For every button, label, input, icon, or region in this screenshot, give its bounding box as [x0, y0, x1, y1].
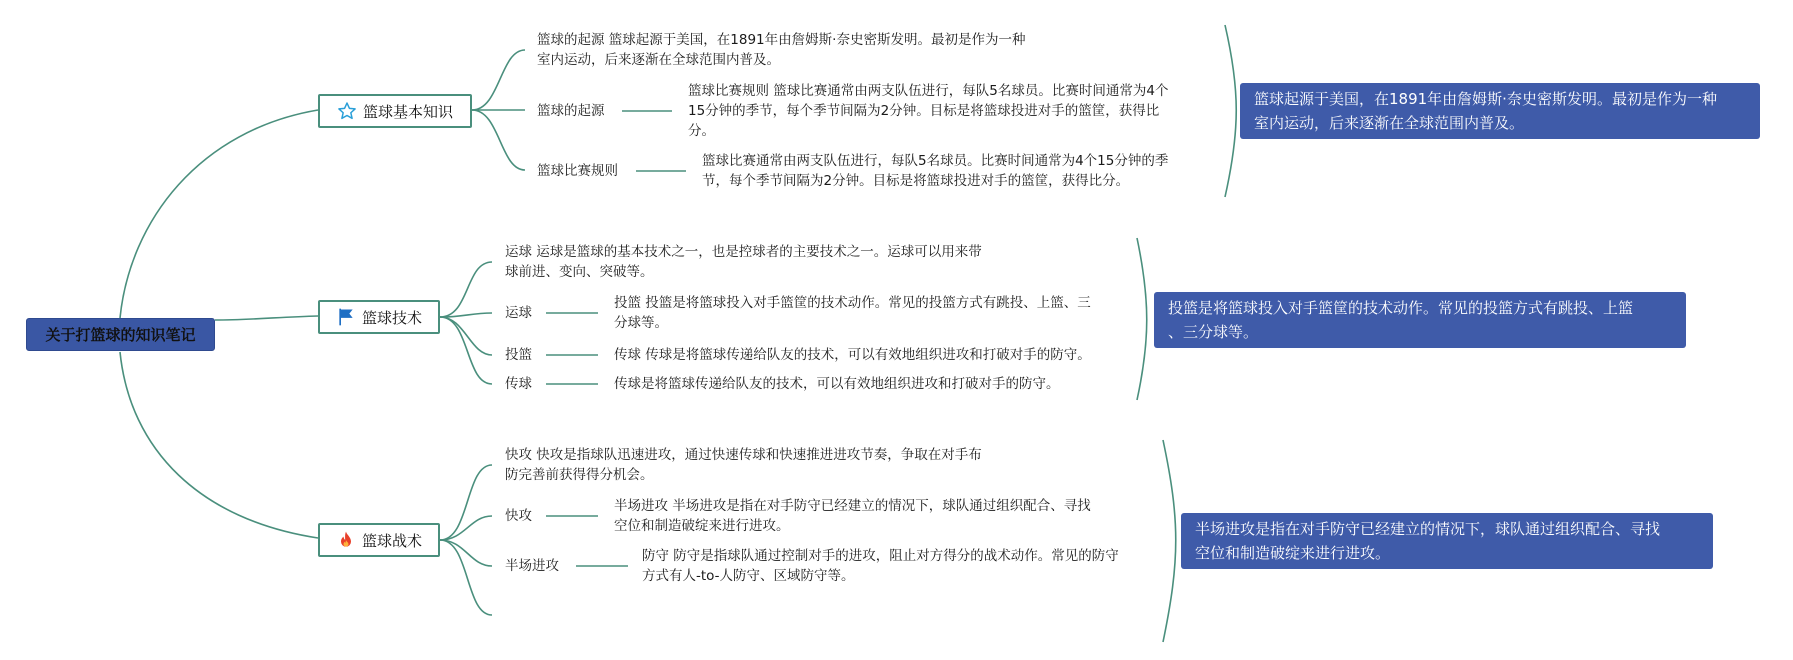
- b2-item-dribble-detail[interactable]: [614, 293, 1091, 333]
- connector-b3-item1: [440, 516, 492, 540]
- b1-item-rules-label: 篮球比赛规则: [537, 163, 618, 179]
- detail-line2: 15分钟的季节，每个季节间隔为2分钟。目标是将篮球投进对手的篮筐，获得比: [688, 103, 1160, 119]
- branch-label: 篮球技术: [361, 308, 422, 327]
- connector-root-branch-1: [120, 110, 318, 318]
- connector-b2-item3: [440, 317, 492, 384]
- connector-root-branch-3: [120, 352, 318, 538]
- b1-item-origin-label: 篮球的起源: [537, 103, 605, 119]
- connector-b2-top: [440, 262, 492, 317]
- star-icon: [337, 101, 357, 121]
- branch-label: 篮球基本知识: [362, 102, 453, 121]
- summary-line2: 室内运动，后来逐渐在全球范围内普及。: [1254, 114, 1525, 132]
- b2-top-note-line1: 运球 运球是篮球的基本技术之一，也是控球者的主要技术之一。运球可以用来带: [505, 244, 982, 260]
- detail-line1: 篮球比赛规则 篮球比赛通常由两支队伍进行，每队5名球员。比赛时间通常为4个: [688, 83, 1169, 99]
- summary-line1: 半场进攻是指在对手防守已经建立的情况下，球队通过组织配合、寻找: [1195, 520, 1661, 538]
- flag-icon: [336, 307, 356, 327]
- detail-line2: 分球等。: [614, 315, 668, 331]
- b3-item-halfcourt[interactable]: [505, 556, 559, 576]
- b2-item-pass-detail[interactable]: [614, 374, 1060, 394]
- b3-item-halfcourt-label: 半场进攻: [505, 558, 559, 574]
- detail-line2: 节，每个季节间隔为2分钟。目标是将篮球投进对手的篮筐，获得比分。: [702, 173, 1130, 189]
- connector-b1-top: [472, 50, 525, 110]
- connector-root-branch-2: [215, 316, 318, 320]
- b3-top-note-line2: 防完善前获得得分机会。: [505, 467, 654, 483]
- detail-line2: 方式有人-to-人防守、区域防守等。: [642, 568, 855, 584]
- b2-item-shoot-detail[interactable]: [614, 345, 1091, 365]
- branch-technique[interactable]: [318, 300, 440, 334]
- b2-item-pass[interactable]: [505, 374, 532, 394]
- root-topic-label: 关于打篮球的知识笔记: [45, 326, 196, 344]
- b2-item-shoot[interactable]: [505, 345, 532, 365]
- fire-icon: [336, 530, 356, 550]
- summary-bracket-2: [1137, 238, 1147, 400]
- detail-line1: 半场进攻 半场进攻是指在对手防守已经建立的情况下，球队通过组织配合、寻找: [614, 498, 1091, 514]
- b1-item-origin-detail[interactable]: [688, 81, 1168, 141]
- b2-top-note[interactable]: [505, 242, 982, 282]
- detail-line1: 传球 传球是将篮球传递给队友的技术，可以有效地组织进攻和打破对手的防守。: [614, 347, 1091, 363]
- b1-item-rules-detail[interactable]: [702, 151, 1168, 191]
- detail-line1: 投篮 投篮是将篮球投入对手篮筐的技术动作。常见的投篮方式有跳投、上篮、三: [614, 295, 1091, 311]
- b3-item-fastbreak[interactable]: [505, 506, 532, 526]
- detail-line1: 传球是将篮球传递给队友的技术，可以有效地组织进攻和打破对手的防守。: [614, 376, 1060, 392]
- connector-b3-item2: [440, 540, 492, 566]
- summary-line2: 、三分球等。: [1168, 323, 1259, 341]
- summary-bracket-1: [1225, 25, 1236, 197]
- b3-top-note[interactable]: [505, 445, 982, 485]
- summary-box-2[interactable]: [1154, 292, 1686, 348]
- summary-line1: 投篮是将篮球投入对手篮筐的技术动作。常见的投篮方式有跳投、上篮: [1168, 299, 1634, 317]
- b2-top-note-line2: 球前进、变向、突破等。: [505, 264, 654, 280]
- detail-line1: 防守 防守是指球队通过控制对手的进攻，阻止对方得分的战术动作。常见的防守: [642, 548, 1119, 564]
- b1-top-note-line2: 室内运动，后来逐渐在全球范围内普及。: [537, 52, 780, 68]
- summary-box-3[interactable]: [1181, 513, 1713, 569]
- summary-box-1[interactable]: [1240, 83, 1760, 139]
- b2-item-dribble-label: 运球: [505, 305, 532, 321]
- summary-line2: 空位和制造破绽来进行进攻。: [1195, 544, 1391, 562]
- branch-basic-knowledge[interactable]: [318, 94, 472, 128]
- b2-item-pass-label: 传球: [505, 376, 532, 392]
- b3-item-fastbreak-detail[interactable]: [614, 496, 1091, 536]
- b2-item-dribble[interactable]: [505, 303, 532, 323]
- connector-b1-item2: [472, 110, 525, 170]
- detail-line3: 分。: [688, 123, 715, 139]
- b3-item-fastbreak-label: 快攻: [505, 508, 532, 524]
- summary-line1: 篮球起源于美国，在1891年由詹姆斯·奈史密斯发明。最初是作为一种: [1254, 90, 1717, 108]
- b1-top-note-line1: 篮球的起源 篮球起源于美国，在1891年由詹姆斯·奈史密斯发明。最初是作为一种: [537, 32, 1026, 48]
- b1-item-origin[interactable]: [537, 101, 605, 121]
- b3-item-halfcourt-detail[interactable]: [642, 546, 1119, 586]
- b2-item-shoot-label: 投篮: [505, 347, 532, 363]
- branch-label: 篮球战术: [361, 531, 422, 550]
- branch-tactics[interactable]: [318, 523, 440, 557]
- detail-line2: 空位和制造破绽来进行进攻。: [614, 518, 790, 534]
- summary-bracket-3: [1163, 440, 1176, 642]
- b1-top-note[interactable]: [537, 30, 1025, 70]
- b1-item-rules[interactable]: [537, 161, 618, 181]
- b3-top-note-line1: 快攻 快攻是指球队迅速进攻，通过快速传球和快速推进进攻节奏，争取在对手布: [505, 447, 982, 463]
- detail-line1: 篮球比赛通常由两支队伍进行，每队5名球员。比赛时间通常为4个15分钟的季: [702, 153, 1169, 169]
- root-topic[interactable]: [26, 318, 215, 351]
